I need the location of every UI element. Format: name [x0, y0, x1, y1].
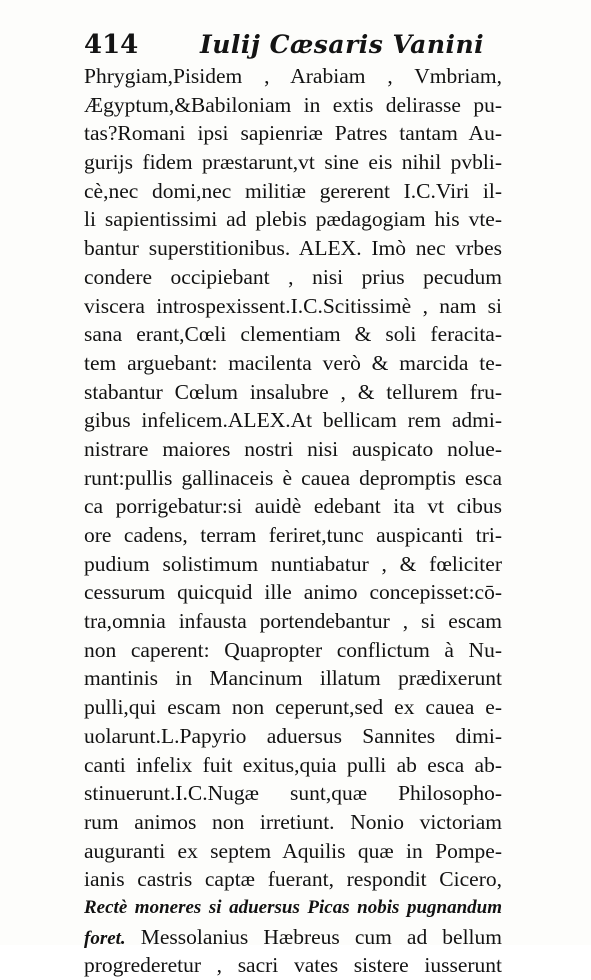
- text-line: cè,nec domi,nec militiæ gererent I.C.Viri il-: [84, 178, 502, 203]
- text-line: tem arguebant: macilenta verò & marcida te-: [84, 350, 502, 375]
- text-line: auguranti ex septem Aquilis quæ in Pompe-: [84, 838, 502, 863]
- text-line: ianis castris captæ fuerant, respondit Cicero,: [84, 867, 502, 892]
- quotation-end: foret.: [84, 927, 126, 949]
- text-line: uolarunt.L.Papyrio aduersus Sannites dimi-: [84, 723, 502, 748]
- text-line: progrederetur , sacri vates sistere iusserunt: [84, 953, 502, 978]
- text-line: stabantur Cœlum insalubre , & tellurem fru-: [84, 379, 502, 404]
- text-line: gibus infelicem.ALEX.At bellicam rem admi-: [84, 408, 502, 433]
- text-line: bantur superstitionibus. ALEX. Imò nec vrbes: [84, 236, 502, 261]
- text-line: tra,omnia infausta portendebantur , si escam: [84, 609, 502, 634]
- page-number: 414: [84, 30, 139, 60]
- body-text: [84, 62, 502, 980]
- text-continuation: Messolanius Hæbreus cum ad bellum: [125, 924, 502, 949]
- text-line: pudium solistimum nuntiabatur , & fœliciter: [84, 551, 502, 576]
- text-line: sana erant,Cœli clementiam & soli feracita-: [84, 322, 502, 347]
- text-line: Phrygiam,Pisidem , Arabiam , Vmbriam,: [84, 64, 502, 88]
- text-line: pulli,qui escam non ceperunt,sed ex cauea e-: [84, 695, 502, 720]
- text-line: canti infelix fuit exitus,quia pulli ab esca ab-: [84, 752, 502, 777]
- running-title: Iulij Cæsaris Vanini: [200, 30, 485, 59]
- quotation-line: Rectè moneres si aduersus Picas nobis pugnandum: [84, 896, 502, 918]
- text-line: mantinis in Mancinum illatum prædixerunt: [84, 666, 502, 691]
- text-line: [84, 923, 502, 952]
- text-line: Ægyptum,&Babiloniam in extis delirasse pu-: [84, 92, 502, 117]
- text-line: condere occipiebant , nisi prius pecudum: [84, 264, 502, 289]
- text-line: non caperent: Quapropter conflictum à Nu-: [84, 637, 502, 662]
- text-line: ore cadens, terram feriret,tunc auspicanti tri-: [84, 523, 502, 547]
- text-line: rum animos non irretiunt. Nonio victoriam: [84, 809, 502, 834]
- text-line: viscera introspexissent.I.C.Scitissimè , nam si: [84, 293, 502, 318]
- text-line: cessurum quicquid ille animo concepisset:cō-: [84, 580, 502, 605]
- text-line: li sapientissimi ad plebis pædagogiam his vte-: [84, 207, 502, 232]
- text-line: stinuerunt.I.C.Nugæ sunt,quæ Philosopho-: [84, 781, 502, 806]
- text-line: runt:pullis gallinaceis è cauea depromptis esca: [84, 465, 502, 490]
- text-line: ca porrigebatur:si auidè edebant ita vt cibus: [84, 494, 502, 519]
- text-line: nistrare maiores nostri nisi auspicato nolue-: [84, 436, 502, 461]
- text-line: tas?Romani ipsi sapienriæ Patres tantam Au-: [84, 121, 502, 146]
- text-line: gurijs fidem præstarunt,vt sine eis nihil pvbli-: [84, 150, 502, 175]
